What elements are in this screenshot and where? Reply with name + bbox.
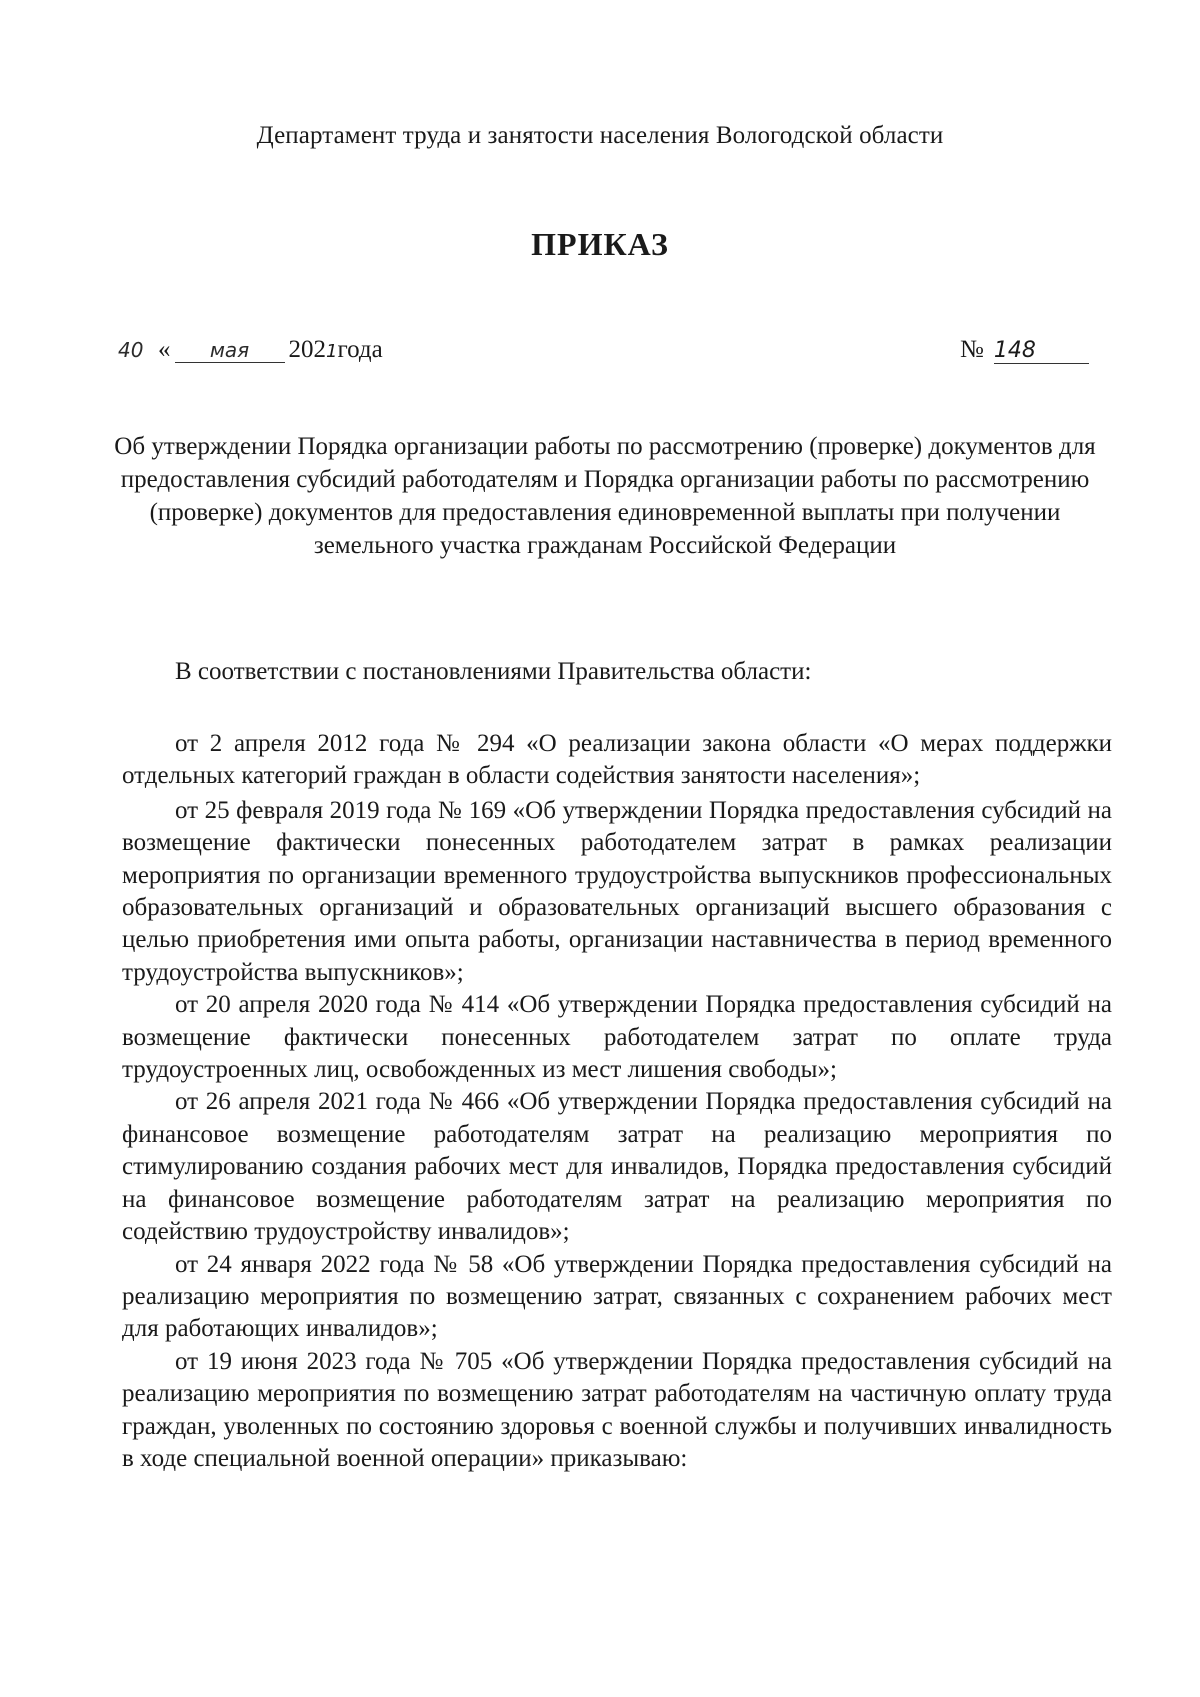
date-year-digit-handwritten: 1 — [326, 341, 338, 362]
date-day-handwritten: 40 — [118, 338, 144, 362]
preamble-list — [122, 728, 1112, 1475]
number-sign: № — [960, 336, 984, 363]
preamble-item: от 2 апреля 2012 года № 294 «О реализации закона области «О мерах поддержки отдельных категорий граждан в области содействия занятости населения»; — [122, 730, 1112, 790]
document-type-title: ПРИКАЗ — [531, 226, 669, 262]
date-year-suffix: года — [337, 336, 383, 363]
order-subject: Об утверждении Порядка организации работы по рассмотрению (проверке) документов для предоставления субсидий работодателям и Порядка организации работы по рассмотрению (проверке) документов для предоставления единовременной выплаты при получении земельного участка гражданам Российской Федерации — [114, 433, 1096, 559]
department-name: Департамент труда и занятости населения Вологодской области — [256, 122, 944, 149]
date-quote: « — [158, 336, 171, 363]
order-number-handwritten: 148 — [994, 338, 1089, 364]
preamble-item: от 19 июня 2023 года № 705 «Об утверждении Порядка предоставления субсидий на реализацию мероприятия по возмещению затрат работодателям на частичную оплату труда граждан, уволенных по состоянию здоровья с военной службы и получивших инвалидность в ходе специальной военной операции» приказываю: — [122, 1347, 1112, 1472]
preamble-intro: В соответствии с постановлениями Правительства области: — [175, 658, 812, 685]
order-date — [118, 336, 383, 364]
preamble-item: от 26 апреля 2021 года № 466 «Об утверждении Порядка предоставления субсидий на финансовое возмещение работодателям затрат на реализацию мероприятия по стимулированию создания рабочих мест для инвалидов, Порядка предоставления субсидий на финансовое возмещение работодателям затрат на реализацию мероприятия по содействию трудоустройству инвалидов»; — [122, 1088, 1112, 1246]
date-year-prefix: 202 — [288, 336, 326, 363]
date-month-handwritten: мая — [175, 338, 285, 363]
preamble-item: от 24 января 2022 года № 58 «Об утверждении Порядка предоставления субсидий на реализацию мероприятия по возмещению затрат, связанных с сохранением рабочих мест для работающих инвалидов»; — [122, 1250, 1112, 1343]
preamble-item: от 20 апреля 2020 года № 414 «Об утверждении Порядка предоставления субсидий на возмещение фактически понесенных работодателем затрат по оплате труда трудоустроенных лиц, освобожденных из мест лишения свободы»; — [122, 991, 1112, 1084]
order-number — [960, 336, 1089, 364]
preamble-item: от 25 февраля 2019 года № 169 «Об утверждении Порядка предоставления субсидий на возмещение фактически понесенных работодателем затрат в рамках реализации мероприятия по организации временного трудоустройства выпускников профессиональных образовательных организаций и образовательных организаций высшего образования с целью приобретения ими опыта работы, организации наставничества в период временного трудоустройства выпускников»; — [122, 796, 1112, 986]
